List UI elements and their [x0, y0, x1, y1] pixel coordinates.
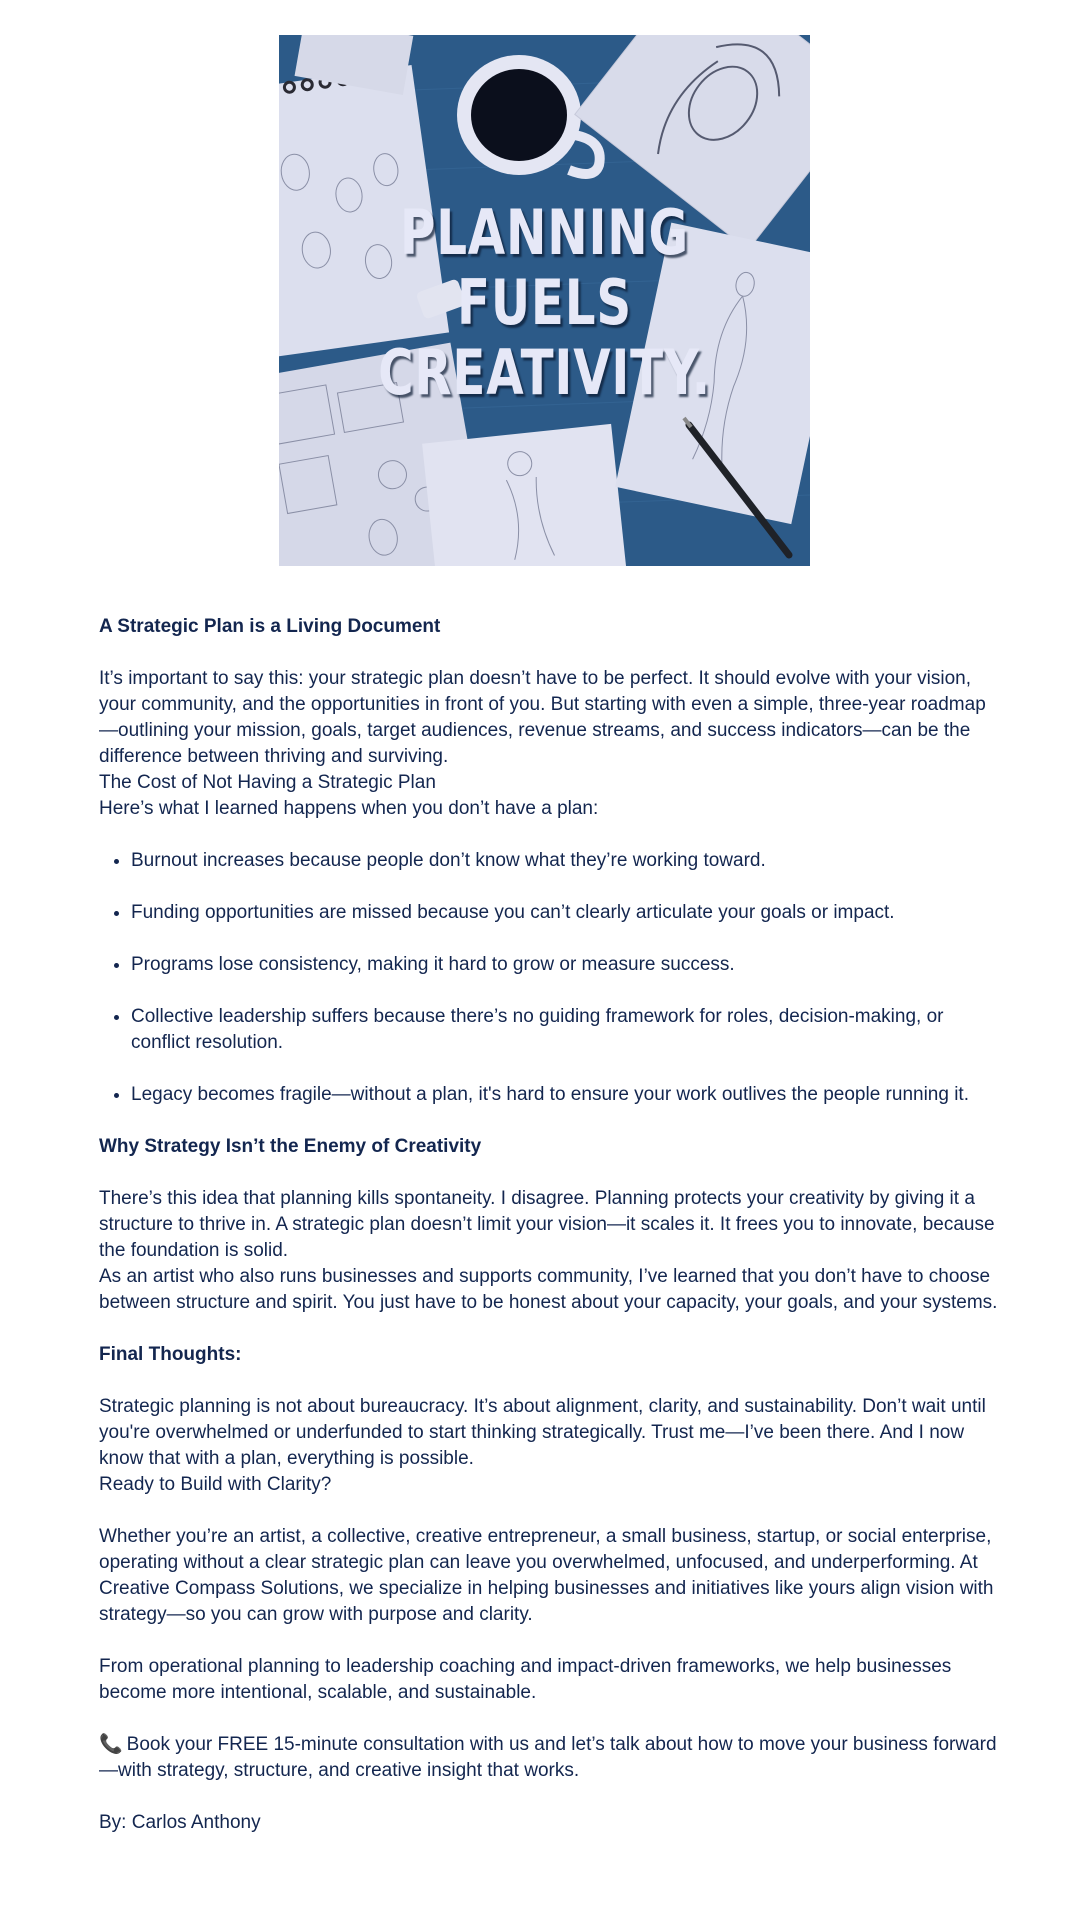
paragraph: Whether you’re an artist, a collective, creative entrepreneur, a small business, startup, or social enterprise, operating without a clear strategic plan can leave you overwhelmed, unfocused, and underperforming. At Creative Compass Solutions, we specialize in helping businesses and initiatives like yours align vision with strategy—so you can grow with purpose and clarity.: [99, 1526, 994, 1625]
list-item: • Funding opportunities are missed because you can’t clearly articulate your goals or impact.: [131, 900, 999, 926]
paragraph: Strategic planning is not about bureaucracy. It’s about alignment, clarity, and sustainability. Don’t wait until you're overwhelmed or underfunded to start thinking strategically. Trust me—I’ve been there. And I now know that with a plan, everything is possible.: [99, 1396, 986, 1469]
hero-title-line-2: FUELS: [457, 266, 632, 339]
section-heading-living-document: A Strategic Plan is a Living Document: [99, 616, 441, 637]
paragraph: From operational planning to leadership coaching and impact-driven frameworks, we help businesses become more intentional, scalable, and sustainable.: [99, 1656, 952, 1703]
hero-image: [279, 35, 810, 566]
paragraph: Here’s what I learned happens when you don’t have a plan:: [99, 798, 599, 819]
list-item: • Collective leadership suffers because there’s no guiding framework for roles, decision-making, or conflict resolution.: [131, 1004, 999, 1056]
paragraph: As an artist who also runs businesses and supports community, I’ve learned that you don’t have to choose between structure and spirit. You just have to be honest about your capacity, your goals, and your systems.: [99, 1266, 998, 1313]
paragraph: There’s this idea that planning kills spontaneity. I disagree. Planning protects your creativity by giving it a structure to thrive in. A strategic plan doesn’t limit your vision—it scales it. It frees you to innovate, because the foundation is solid.: [99, 1188, 995, 1261]
list-item: • Programs lose consistency, making it hard to grow or measure success.: [131, 952, 999, 978]
section-heading-strategy-creativity: Why Strategy Isn’t the Enemy of Creativity: [99, 1136, 482, 1157]
subheading-ready: Ready to Build with Clarity?: [99, 1474, 332, 1495]
section-heading-final-thoughts: Final Thoughts:: [99, 1344, 242, 1365]
consequences-list: [99, 848, 999, 1108]
article-body: [99, 614, 999, 1836]
telephone-icon: 📞: [99, 1734, 123, 1755]
byline: By: Carlos Anthony: [99, 1812, 261, 1833]
cta-text: Book your FREE 15-minute consultation with us and let’s talk about how to move your business forward—with strategy, structure, and creative insight that works.: [99, 1734, 997, 1781]
paragraph: It’s important to say this: your strategic plan doesn’t have to be perfect. It should evolve with your vision, your community, and the opportunities in front of you. But starting with even a simple, three-year roadmap—outlining your mission, goals, target audiences, revenue streams, and success indicators—can be the difference between thriving and surviving.: [99, 668, 986, 767]
list-item: • Burnout increases because people don’t know what they’re working toward.: [131, 848, 999, 874]
hero-title: [337, 198, 751, 408]
hero-title-line-3: CREATIVITY.: [378, 336, 711, 409]
subheading-cost: The Cost of Not Having a Strategic Plan: [99, 772, 436, 793]
list-item: • Legacy becomes fragile—without a plan, it's hard to ensure your work outlives the people running it.: [131, 1082, 999, 1108]
hero-title-line-1: PLANNING: [399, 196, 690, 269]
cta-paragraph: [99, 1732, 999, 1784]
